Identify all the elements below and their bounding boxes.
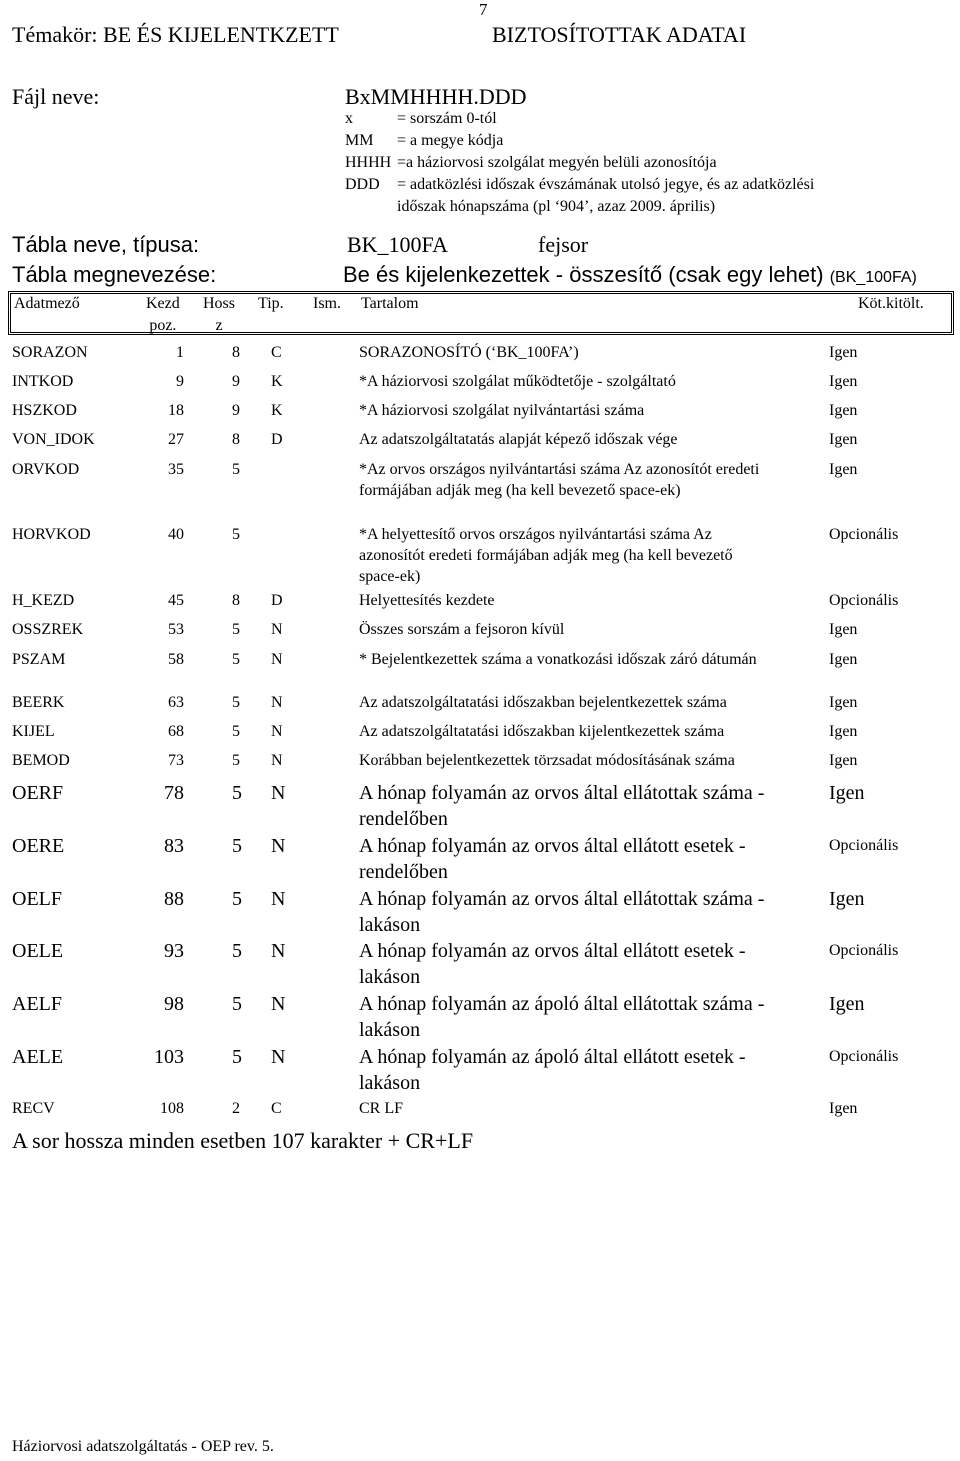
field-required: Igen xyxy=(829,344,858,361)
field-length: 2 xyxy=(232,1100,240,1117)
field-start: 93 xyxy=(164,940,184,962)
field-length: 8 xyxy=(232,592,240,609)
col-rep: Ism. xyxy=(313,295,341,312)
field-name: VON_IDOK xyxy=(12,431,95,448)
field-content: A hónap folyamán az orvos által ellátottak száma - lakáson xyxy=(359,888,765,936)
field-name: KIJEL xyxy=(12,723,55,740)
field-content: A hónap folyamán az orvos által ellátott esetek - lakáson xyxy=(359,940,746,988)
field-name: H_KEZD xyxy=(12,592,75,609)
field-content: * Bejelentkezettek száma a vonatkozási időszak záró dátumán xyxy=(359,651,757,668)
field-name: HSZKOD xyxy=(12,402,77,419)
field-required: Opcionális xyxy=(829,942,899,959)
field-name: AELE xyxy=(12,1046,64,1068)
field-start: 73 xyxy=(168,752,184,769)
field-content: *A háziorvosi szolgálat működtetője - szolgáltató xyxy=(359,373,676,390)
field-length: 5 xyxy=(232,526,240,543)
field-type: N xyxy=(271,782,286,804)
field-required: Igen xyxy=(829,373,858,390)
field-name: AELF xyxy=(12,993,62,1015)
legend-key: DDD xyxy=(345,176,380,193)
field-content: A hónap folyamán az orvos által ellátott esetek - rendelőben xyxy=(359,835,746,883)
field-required: Opcionális xyxy=(829,1048,899,1065)
field-type: N xyxy=(271,651,283,668)
topic-heading: Témakör: BE ÉS KIJELENTKZETT xyxy=(12,22,339,47)
field-content: A hónap folyamán az ápoló által ellátott esetek - lakáson xyxy=(359,1046,746,1094)
field-content: *Az orvos országos nyilvántartási száma Az azonosítót eredeti formájában adják meg (ha kell bevezető space-ek) xyxy=(359,461,760,499)
section-heading: BIZTOSÍTOTTAK ADATAI xyxy=(492,22,747,47)
field-start: 63 xyxy=(168,694,184,711)
field-content: Korábban bejelentkezettek törzsadat módosításának száma xyxy=(359,752,735,769)
legend-item xyxy=(345,110,497,128)
field-start: 88 xyxy=(164,888,184,910)
field-name: ORVKOD xyxy=(12,461,80,478)
field-start: 83 xyxy=(164,835,184,857)
legend-text: = a megye kódja xyxy=(397,132,504,149)
field-start: 58 xyxy=(168,651,184,668)
field-length: 5 xyxy=(232,940,242,962)
col-required: Köt.kitölt. xyxy=(858,295,924,312)
field-type: N xyxy=(271,835,286,857)
field-required: Igen xyxy=(829,651,858,668)
field-length: 8 xyxy=(232,431,240,448)
field-length: 5 xyxy=(232,1046,242,1068)
field-start: 35 xyxy=(168,461,184,478)
field-required: Igen xyxy=(829,461,858,478)
col-content: Tartalom xyxy=(361,295,419,312)
field-content: *A háziorvosi szolgálat nyilvántartási száma xyxy=(359,402,645,419)
field-name: SORAZON xyxy=(12,344,88,361)
field-length: 9 xyxy=(232,373,240,390)
field-required: Opcionális xyxy=(829,592,899,609)
field-type: K xyxy=(271,402,283,419)
field-start: 103 xyxy=(154,1046,184,1068)
field-start: 98 xyxy=(164,993,184,1015)
field-type: N xyxy=(271,940,286,962)
field-content: Az adatszolgáltatatás alapját képező időszak vége xyxy=(359,431,678,448)
field-type: N xyxy=(271,694,283,711)
field-type: N xyxy=(271,621,283,638)
field-start: 53 xyxy=(168,621,184,638)
col-length xyxy=(203,293,235,337)
field-content: SORAZONOSÍTÓ (‘BK_100FA’) xyxy=(359,344,579,361)
field-required: Igen xyxy=(829,782,865,804)
field-length: 5 xyxy=(232,888,242,910)
legend-text: =a háziorvosi szolgálat megyén belüli azonosítója xyxy=(397,154,717,171)
field-content: CR LF xyxy=(359,1100,404,1117)
field-type: N xyxy=(271,993,286,1015)
field-type: D xyxy=(271,592,283,609)
field-content: *A helyettesítő orvos országos nyilvántartási száma Az azonosítót eredeti formájában adják meg (ha kell bevezető space-ek) xyxy=(359,526,733,585)
field-length: 5 xyxy=(232,651,240,668)
field-start: 9 xyxy=(176,373,184,390)
field-required: Igen xyxy=(829,723,858,740)
col-field: Adatmező xyxy=(14,295,80,312)
field-name: OERE xyxy=(12,835,65,857)
field-name: INTKOD xyxy=(12,373,74,390)
col-length-line2: z xyxy=(215,317,223,334)
field-length: 9 xyxy=(232,402,240,419)
col-length-line1: Hoss xyxy=(203,295,236,312)
field-required: Igen xyxy=(829,888,865,910)
field-name: HORVKOD xyxy=(12,526,91,543)
legend-item xyxy=(345,176,814,194)
field-type: N xyxy=(271,1046,286,1068)
field-name: BEERK xyxy=(12,694,65,711)
field-start: 1 xyxy=(176,344,184,361)
page-number: 7 xyxy=(479,0,488,19)
field-length: 5 xyxy=(232,461,240,478)
table-desc-label: Tábla megnevezése: xyxy=(12,262,217,287)
field-type: N xyxy=(271,888,286,910)
legend-item xyxy=(345,198,715,216)
field-required: Igen xyxy=(829,1100,858,1117)
field-required: Igen xyxy=(829,402,858,419)
col-start-line1: Kezd xyxy=(146,295,180,312)
field-length: 5 xyxy=(232,621,240,638)
field-length: 5 xyxy=(232,723,240,740)
field-required: Igen xyxy=(829,752,858,769)
field-length: 5 xyxy=(232,993,242,1015)
legend-text: időszak hónapszáma (pl ‘904’, azaz 2009. április) xyxy=(397,198,716,215)
legend-key: HHHH xyxy=(345,154,392,171)
col-start-line2: poz. xyxy=(149,317,177,334)
field-name: OSSZREK xyxy=(12,621,84,638)
field-content: Az adatszolgáltatatási időszakban bejelentkezettek száma xyxy=(359,694,727,711)
legend-item xyxy=(345,154,717,172)
field-name: BEMOD xyxy=(12,752,70,769)
legend-key: MM xyxy=(345,132,374,149)
field-type: C xyxy=(271,1100,282,1117)
field-type: N xyxy=(271,752,283,769)
field-name: OELE xyxy=(12,940,64,962)
table-desc-code: (BK_100FA) xyxy=(829,269,917,286)
field-length: 5 xyxy=(232,694,240,711)
field-content: A hónap folyamán az orvos által ellátottak száma - rendelőben xyxy=(359,782,765,830)
field-required: Igen xyxy=(829,431,858,448)
field-type: C xyxy=(271,344,282,361)
col-start xyxy=(146,293,180,337)
field-start: 68 xyxy=(168,723,184,740)
field-length: 5 xyxy=(232,835,242,857)
field-required: Igen xyxy=(829,694,858,711)
file-name-value: BxMMHHHH.DDD xyxy=(345,84,527,109)
table-name-label: Tábla neve, típusa: xyxy=(12,232,200,257)
field-name: OELF xyxy=(12,888,62,910)
field-type: D xyxy=(271,431,283,448)
field-required: Igen xyxy=(829,993,865,1015)
field-start: 78 xyxy=(164,782,184,804)
page-footer: Háziorvosi adatszolgáltatás - OEP rev. 5. xyxy=(12,1438,274,1455)
record-length-note: A sor hossza minden esetben 107 karakter + CR+LF xyxy=(12,1128,474,1153)
table-desc-text: Be és kijelenkezettek - összesítő (csak egy lehet) xyxy=(343,262,824,287)
field-length: 8 xyxy=(232,344,240,361)
legend-text: = sorszám 0-tól xyxy=(397,110,497,127)
field-name: PSZAM xyxy=(12,651,66,668)
field-start: 108 xyxy=(160,1100,184,1117)
field-start: 27 xyxy=(168,431,184,448)
field-content: Helyettesítés kezdete xyxy=(359,592,495,609)
field-content: Összes sorszám a fejsoron kívül xyxy=(359,621,565,638)
file-name-label: Fájl neve: xyxy=(12,84,100,109)
legend-item xyxy=(345,132,503,150)
field-content: Az adatszolgáltatatási időszakban kijelentkezettek száma xyxy=(359,723,725,740)
field-start: 40 xyxy=(168,526,184,543)
field-length: 5 xyxy=(232,782,242,804)
field-required: Igen xyxy=(829,621,858,638)
legend-text: = adatközlési időszak évszámának utolsó jegye, és az adatközlési xyxy=(397,176,815,193)
field-type: K xyxy=(271,373,283,390)
table-type-value: fejsor xyxy=(538,232,589,257)
field-required: Opcionális xyxy=(829,837,899,854)
table-name-value: BK_100FA xyxy=(347,232,449,257)
field-content: A hónap folyamán az ápoló által ellátottak száma - lakáson xyxy=(359,993,765,1041)
field-length: 5 xyxy=(232,752,240,769)
field-name: RECV xyxy=(12,1100,55,1117)
field-name: OERF xyxy=(12,782,64,804)
col-type: Tip. xyxy=(258,295,284,312)
field-start: 18 xyxy=(168,402,184,419)
field-type: N xyxy=(271,723,283,740)
field-required: Opcionális xyxy=(829,526,899,543)
field-start: 45 xyxy=(168,592,184,609)
legend-key: x xyxy=(345,110,353,127)
table-desc-value xyxy=(343,262,917,288)
